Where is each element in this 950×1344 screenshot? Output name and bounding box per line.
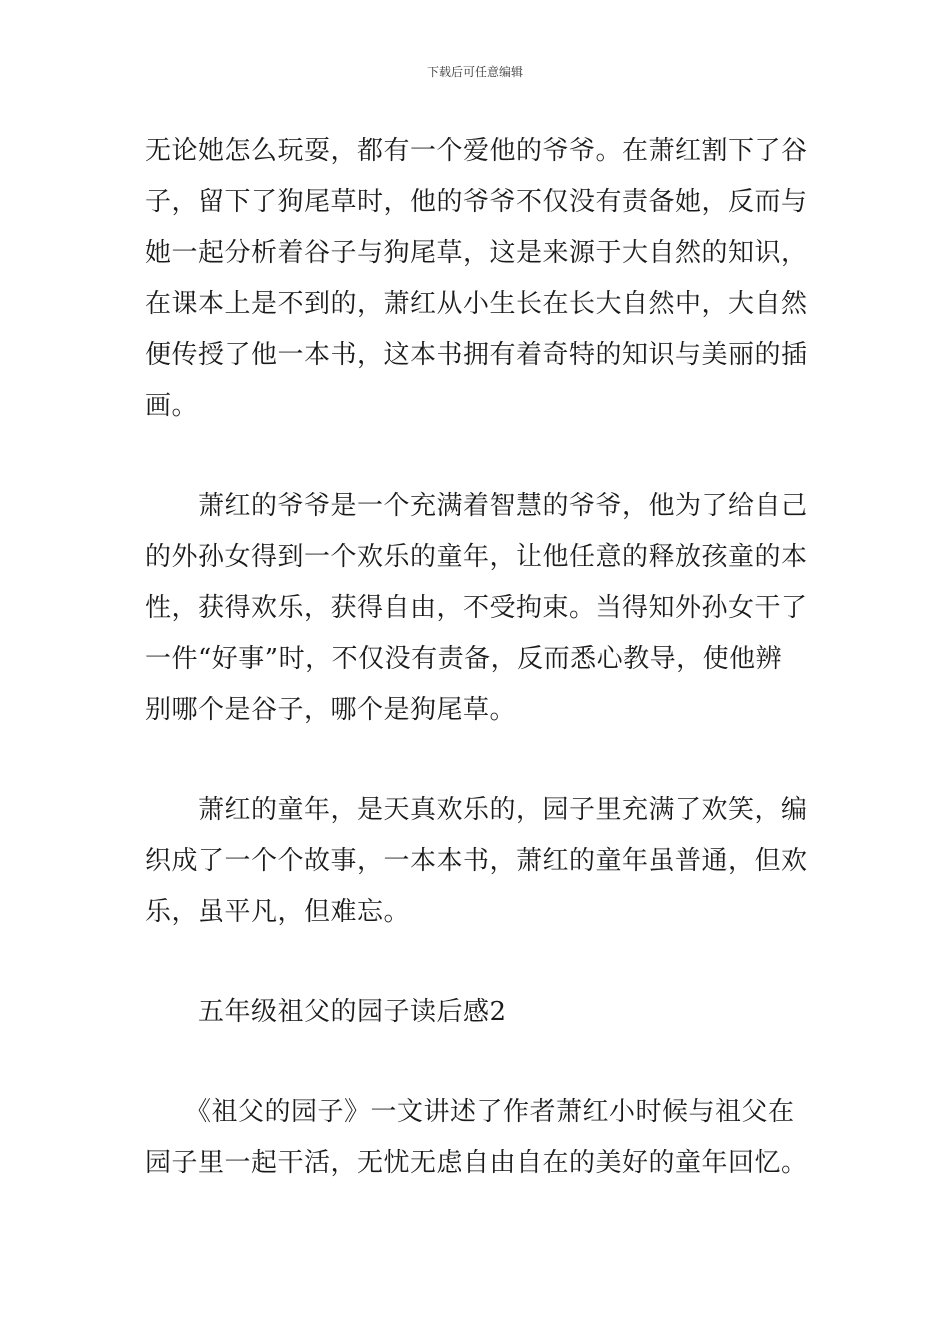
text-line: 园子里一起干活，无忧无虑自由自在的美好的童年回忆。 — [145, 1148, 808, 1178]
page-header: 下载后可任意编辑 — [426, 65, 523, 79]
paragraph-spacer — [145, 1038, 813, 1087]
paragraph-1 — [145, 126, 813, 432]
text-line: 一件“好事”时，不仅没有责备，反而悉心教导，使他辨 — [145, 644, 783, 674]
text-line: 的外孙女得到一个欢乐的童年，让他任意的释放孩童的本 — [145, 542, 808, 572]
paragraph-spacer — [145, 736, 813, 785]
text-line: 她一起分析着谷子与狗尾草，这是来源于大自然的知识， — [145, 238, 808, 268]
text-line: 织成了一个个故事，一本本书，萧红的童年虽普通，但欢 — [145, 846, 808, 876]
paragraph-3 — [145, 785, 813, 938]
paragraph-spacer — [145, 938, 813, 987]
heading-line: 五年级祖父的园子读后感2 — [145, 997, 507, 1027]
paragraph-2 — [145, 481, 813, 736]
text-line: 在课本上是不到的，萧红从小生长在长大自然中，大自然 — [145, 289, 808, 319]
text-line: 便传授了他一本书，这本书拥有着奇特的知识与美丽的插 — [145, 340, 808, 370]
text-line: 子，留下了狗尾草时，他的爷爷不仅没有责备她，反而与 — [145, 187, 808, 217]
paragraph-spacer — [145, 432, 813, 481]
text-line: 画。 — [145, 391, 199, 421]
text-line: 乐，虽平凡，但难忘。 — [145, 897, 411, 927]
section-heading — [145, 987, 813, 1038]
text-line: 《祖父的园子》一文讲述了作者萧红小时候与祖父在 — [145, 1097, 795, 1127]
text-line: 性，获得欢乐，获得自由，不受拘束。当得知外孙女干了 — [145, 593, 808, 623]
text-line: 萧红的童年，是天真欢乐的，园子里充满了欢笑，编 — [145, 795, 808, 825]
document-body — [145, 126, 813, 1189]
text-line: 别哪个是谷子，哪个是狗尾草。 — [145, 695, 517, 725]
paragraph-4 — [145, 1087, 813, 1189]
text-line: 无论她怎么玩耍，都有一个爱他的爷爷。在萧红割下了谷 — [145, 136, 808, 166]
text-line: 萧红的爷爷是一个充满着智慧的爷爷，他为了给自己 — [145, 491, 808, 521]
